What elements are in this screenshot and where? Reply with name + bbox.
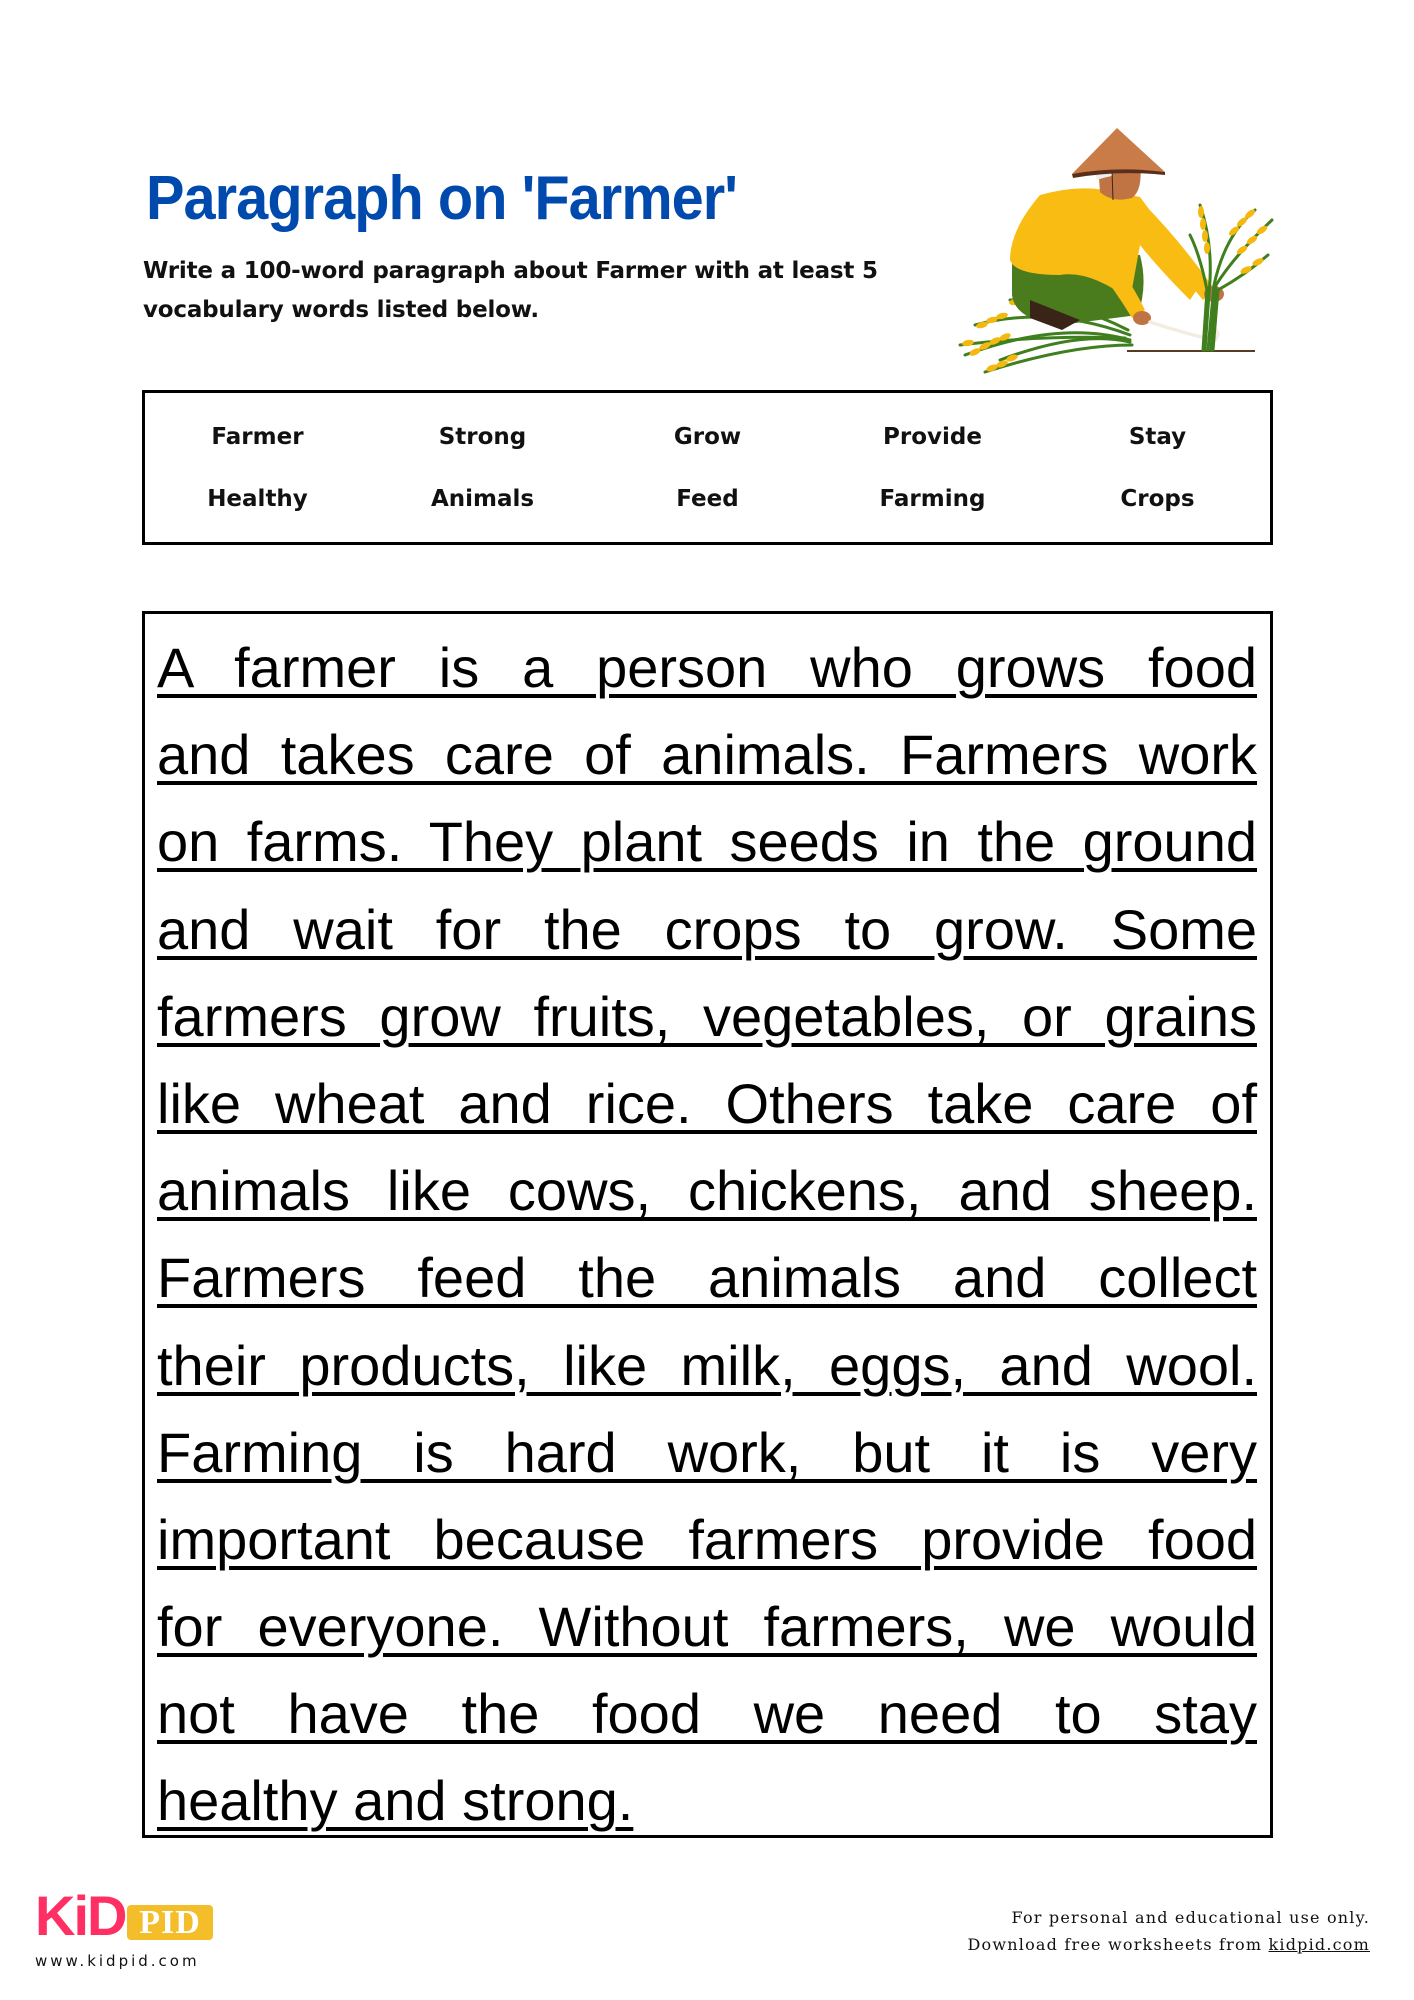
- footer-usage-note: For personal and educational use only.: [1011, 1908, 1370, 1927]
- paragraph-line: animals like cows, chickens, and sheep.: [157, 1159, 1257, 1223]
- vocab-word: Crops: [1120, 486, 1195, 512]
- paragraph-line: healthy and strong.: [157, 1769, 634, 1833]
- vocab-word: Strong: [438, 424, 527, 450]
- instructions-text: Write a 100-word paragraph about Farmer with at least 5 vocabulary words listed below.: [143, 258, 878, 323]
- footer-kidpid-link[interactable]: kidpid.com: [1268, 1935, 1370, 1954]
- paragraph-line: their products, like milk, eggs, and wool.: [157, 1333, 1257, 1397]
- logo-kid-text: KiD: [35, 1884, 126, 1947]
- paragraph-line: Farmers feed the animals and collect: [157, 1246, 1257, 1310]
- vocabulary-box: [142, 390, 1273, 545]
- vocab-word: Feed: [676, 486, 739, 512]
- paragraph-text: [157, 624, 1257, 1845]
- paragraph-line: on farms. They plant seeds in the ground: [157, 810, 1257, 874]
- vocabulary-grid: [145, 419, 1270, 517]
- vocab-word: Grow: [673, 424, 742, 450]
- vocab-word: Animals: [430, 486, 535, 512]
- farmer-harvesting-rice-icon: [950, 125, 1285, 380]
- logo-pid-text: PID: [139, 1904, 201, 1941]
- logo-website-url[interactable]: www.kidpid.com: [35, 1952, 200, 1970]
- paragraph-line: for everyone. Without farmers, we would: [157, 1595, 1257, 1659]
- vocab-word: Farmer: [211, 424, 304, 450]
- paragraph-line: farmers grow fruits, vegetables, or grains: [157, 984, 1257, 1048]
- paragraph-line: and wait for the crops to grow. Some: [157, 897, 1257, 961]
- footer-note: [968, 1904, 1371, 1958]
- vocab-word: Healthy: [207, 486, 308, 512]
- vocab-word: Stay: [1128, 424, 1187, 450]
- paragraph-line: and takes care of animals. Farmers work: [157, 723, 1257, 787]
- paragraph-line: not have the food we need to stay: [157, 1682, 1257, 1746]
- paragraph-line: like wheat and rice. Others take care of: [157, 1071, 1257, 1135]
- paragraph-box: [142, 611, 1273, 1838]
- kidpid-logo[interactable]: [35, 1884, 225, 1947]
- logo-pid-badge: [127, 1905, 213, 1940]
- paragraph-line: Farming is hard work, but it is very: [157, 1420, 1257, 1484]
- footer-download-note: [968, 1931, 1371, 1958]
- page-title: Paragraph on 'Farmer': [146, 164, 738, 233]
- paragraph-line: A farmer is a person who grows food: [157, 636, 1257, 699]
- farmer-illustration: [950, 125, 1285, 380]
- vocab-word: Farming: [879, 486, 986, 512]
- footer-download-text: Download free worksheets from: [967, 1935, 1269, 1954]
- paragraph-line: important because farmers provide food: [157, 1507, 1257, 1571]
- vocab-word: Provide: [883, 424, 982, 450]
